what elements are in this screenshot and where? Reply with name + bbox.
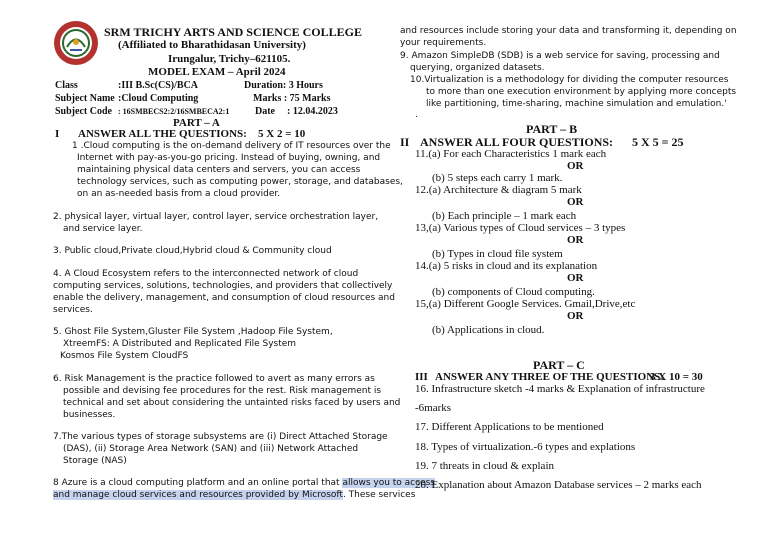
q12a: 12.(a) Architecture & diagram 5 mark: [415, 184, 582, 196]
answer-6-line-4: businesses.: [63, 410, 116, 420]
answer-8-cont-line-1: and resources include storing your data and transforming it, depending on: [400, 26, 737, 36]
part-b-numeral: II: [400, 135, 410, 149]
q16-line-1: 16. Infrastructure sketch -4 marks & Explanation of infrastructure: [415, 383, 705, 395]
answer-4-line-2: computing services, solutions, technologies, and providers that collectively: [53, 281, 393, 291]
answer-7-line-2: (DAS), (ii) Storage Area Network (SAN) and (iii) Network Attached: [63, 444, 359, 454]
answer-7-line-1: 7.The various types of storage subsystems are (i) Direct Attached Storage: [53, 432, 388, 442]
date-value: : 12.04.2023: [287, 106, 338, 117]
or-2: OR: [567, 196, 584, 208]
college-logo: [53, 20, 99, 66]
q13a: 13,(a) Various types of Cloud services – 3 types: [415, 222, 626, 234]
q14b: (b) components of Cloud computing.: [432, 286, 595, 298]
q12b: (b) Each principle – 1 mark each: [432, 210, 577, 222]
part-a-instruction: ANSWER ALL THE QUESTIONS:: [78, 128, 247, 140]
answer-10-line-1: 10.Virtualization is a methodology for dividing the computer resources: [410, 75, 729, 85]
part-b-instruction: ANSWER ALL FOUR QUESTIONS:: [420, 135, 614, 149]
part-b-marks: 5 X 5 = 25: [632, 135, 684, 149]
answer-9-line-2: querying, organized datasets.: [410, 63, 545, 73]
part-a-marks: 5 X 2 = 10: [258, 128, 306, 140]
q19: 19. 7 threats in cloud & explain: [415, 460, 554, 472]
or-4: OR: [567, 272, 584, 284]
college-name: SRM TRICHY ARTS AND SCIENCE COLLEGE: [104, 25, 362, 39]
answer-4-line-3: enable the delivery, management, and consumption of cloud resources and: [53, 293, 395, 303]
q15b: (b) Applications in cloud.: [432, 324, 545, 336]
part-c-marks: 3 X 10 = 30: [650, 371, 703, 383]
q15a: 15,(a) Different Google Services. Gmail,Drive,etc: [415, 298, 636, 310]
answer-1-line-1: 1 .Cloud computing is the on-demand delivery of IT resources over the: [72, 141, 391, 151]
answer-6-line-2: possible and devising fee procedures for the rest. Risk management is: [63, 386, 382, 396]
q16-line-2: -6marks: [415, 402, 452, 414]
answer-10-line-3: like partitioning, time-sharing, machine simulation and emulation.': [426, 99, 727, 109]
stray-dot: .: [415, 110, 418, 120]
part-a-numeral: I: [55, 128, 60, 140]
answer-9-line-1: 9. Amazon SimpleDB (SDB) is a web service for saving, processing and: [400, 51, 720, 61]
q20: 20. Explanation about Amazon Database services – 2 marks each: [415, 479, 702, 491]
q14a: 14.(a) 5 risks in cloud and its explanation: [415, 260, 598, 272]
marks: Marks : 75 Marks: [253, 93, 331, 104]
answer-1-line-2: Internet with pay-as-you-go pricing. Instead of buying, owning, and: [77, 153, 381, 163]
q18: 18. Types of virtualization.-6 types and explations: [415, 441, 636, 453]
answer-1-line-5: on an as-needed basis from a cloud provider.: [77, 189, 281, 199]
answer-8-highlight-1: allows you to access: [342, 478, 435, 488]
answer-4-line-1: 4. A Cloud Ecosystem refers to the interconnected network of cloud: [53, 269, 359, 279]
code-label: Subject Code: [55, 106, 112, 117]
date-label: Date: [255, 106, 275, 117]
duration: Duration: 3 Hours: [244, 80, 323, 91]
answer-1-line-3: maintaining physical data centers and servers, you can access: [77, 165, 361, 175]
answer-6-line-1: 6. Risk Management is the practice followed to avert as many errors as: [53, 374, 375, 384]
or-1: OR: [567, 160, 584, 172]
answer-5-line-2: XtreemFS: A Distributed and Replicated File System: [63, 339, 297, 349]
q13b: (b) Types in cloud file system: [432, 248, 563, 260]
part-c-title: PART – C: [533, 358, 585, 372]
subject-label: Subject Name: [55, 93, 115, 104]
answer-6-line-3: technical and set about considering the untainted risks faced by users and: [63, 398, 401, 408]
answer-5-line-3: Kosmos File System CloudFS: [60, 351, 189, 361]
answer-8-highlight-2: and manage cloud services and resources provided by Microsoft: [53, 490, 343, 500]
subject-value: :Cloud Computing: [118, 93, 199, 104]
answer-8-line-2: [53, 490, 415, 501]
answer-3: 3. Public cloud,Private cloud,Hybrid cloud & Community cloud: [53, 246, 332, 256]
part-c-instruction: ANSWER ANY THREE OF THE QUESTIONS:: [435, 371, 664, 383]
part-b-title: PART – B: [526, 122, 578, 136]
part-c-numeral: III: [415, 371, 428, 383]
exam-title: MODEL EXAM – April 2024: [148, 66, 286, 78]
answer-5-line-1: 5. Ghost File System,Gluster File System ,Hadoop File System,: [53, 327, 333, 337]
answer-1-line-4: technology services, such as computing power, storage, and databases,: [77, 177, 403, 187]
q11b: (b) 5 steps each carry 1 mark.: [432, 172, 563, 184]
code-value: : 16SMBECS2:2/16SMBECA2:1: [118, 107, 230, 116]
answer-7-line-3: Storage (NAS): [63, 456, 127, 466]
part-a-title: PART – A: [173, 117, 220, 129]
class-label: Class: [55, 80, 78, 91]
class-value: :III B.Sc(CS)/BCA: [118, 80, 199, 91]
answer-4-line-4: services.: [53, 305, 93, 315]
answer-8-text: 8 Azure is a cloud computing platform and an online portal that: [53, 478, 343, 488]
answer-8-cont-line-2: your requirements.: [400, 38, 487, 48]
affiliation: (Affiliated to Bharathidasan University): [118, 39, 306, 51]
answer-10-line-2: to more than one execution environment by applying more concepts: [426, 87, 737, 97]
or-5: OR: [567, 310, 584, 322]
college-address: Irungalur, Trichy–621105.: [168, 53, 291, 65]
or-3: OR: [567, 234, 584, 246]
answer-8-line-1: [53, 478, 435, 489]
answer-8-text-end: . These services: [342, 490, 416, 500]
answer-2-line-1: 2. physical layer, virtual layer, control layer, service orchestration layer,: [53, 212, 379, 222]
answer-2-line-2: and service layer.: [63, 224, 143, 234]
q11a: 11.(a) For each Characteristics 1 mark each: [415, 148, 607, 160]
q17: 17. Different Applications to be mentioned: [415, 421, 604, 433]
